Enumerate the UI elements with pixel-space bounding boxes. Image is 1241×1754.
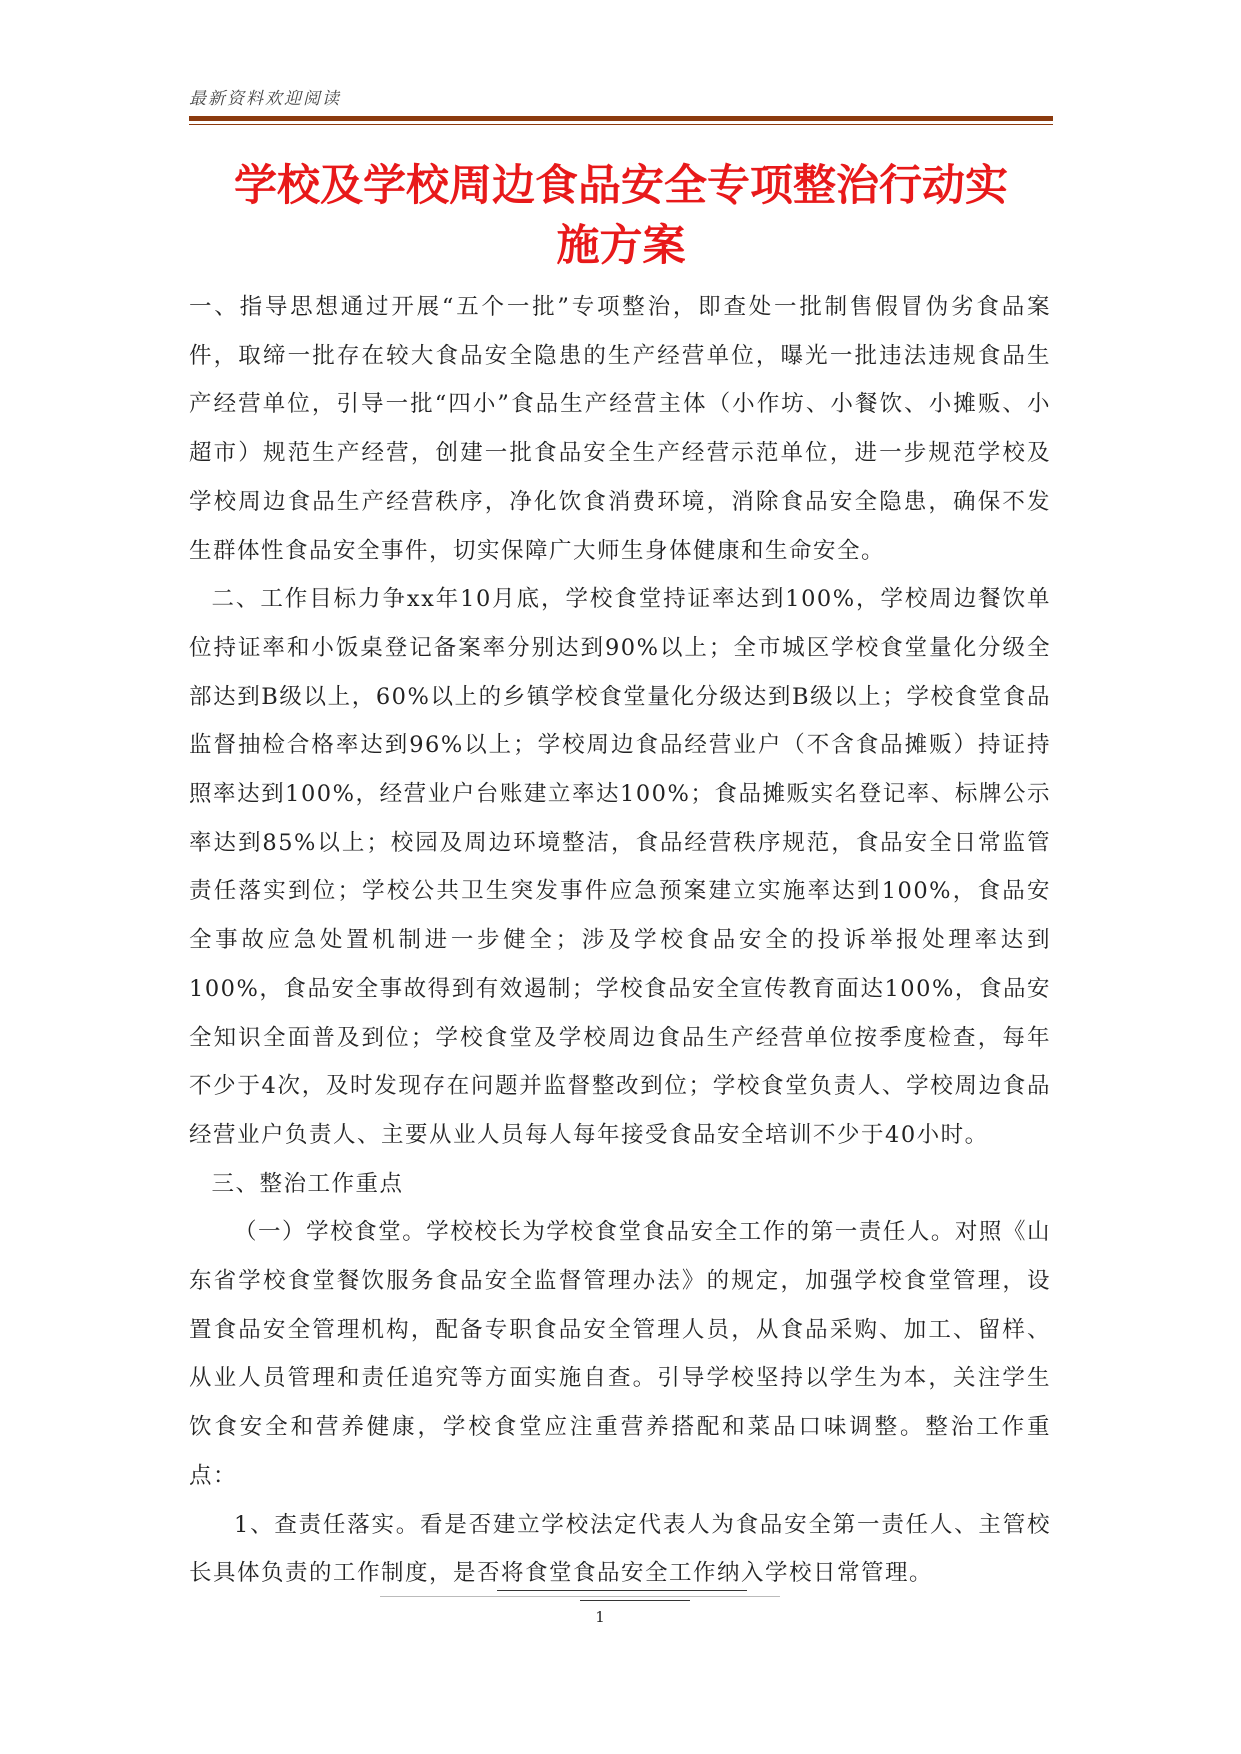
title-line-1: 学校及学校周边食品安全专项整治行动实	[234, 161, 1008, 211]
paragraph-work-goals: 二、工作目标力争xx年10月底，学校食堂持证率达到100%，学校周边餐饮单位持证率和小饭桌登记备案率分别达到90%以上；全市城区学校食堂量化分级全部达到B级以上，60%以上的乡镇学校食堂量化分级达到B级以上；学校食堂食品监督抽检合格率达到96%以上；学校周边食品经营业户（不含食品摊贩）持证持照率达到100%，经营业户台账建立率达100%；食品摊贩实名登记率、标牌公示率达到85%以上；校园及周边环境整洁，食品经营秩序规范，食品安全日常监管责任落实到位；学校公共卫生突发事件应急预案建立实施率达到100%，食品安全事故应急处置机制进一步健全；涉及学校食品安全的投诉举报处理率达到100%，食品安全事故得到有效遏制；学校食品安全宣传教育面达100%，食品安全知识全面普及到位；学校食堂及学校周边食品生产经营单位按季度检查，每年不少于4次，及时发现存在问题并监督整改到位；学校食堂负责人、学校周边食品经营业户负责人、主要从业人员每人每年接受食品安全培训不少于40小时。	[189, 586, 1051, 1148]
paragraph-guiding-ideology: 一、指导思想通过开展“五个一批”专项整治，即查处一批制售假冒伪劣食品案件，取缔一批存在较大食品安全隐患的生产经营单位，曝光一批违法违规食品生产经营单位，引导一批“四小”食品生产经营主体（小作坊、小餐饮、小摊贩、小超市）规范生产经营，创建一批食品安全生产经营示范单位，进一步规范学校及学校周边食品生产经营秩序，净化饮食消费环境，消除食品安全隐患，确保不发生群体性食品安全事件，切实保障广大师生身体健康和生命安全。	[189, 294, 1051, 564]
title-line-2: 施方案	[556, 221, 686, 271]
footer-divider	[380, 1590, 780, 1602]
document-body	[189, 283, 1051, 1598]
page-header	[189, 86, 1053, 125]
header-text: 最新资料欢迎阅读	[189, 89, 341, 109]
section-heading-priorities: 三、整治工作重点	[211, 1170, 404, 1197]
page-number: 1	[595, 1608, 605, 1626]
paragraph-school-canteen: （一）学校食堂。学校校长为学校食堂食品安全工作的第一责任人。对照《山东省学校食堂餐饮服务食品安全监督管理办法》的规定，加强学校食堂管理，设置食品安全管理机构，配备专职食品安全管理人员，从食品采购、加工、留样、从业人员管理和责任追究等方面实施自查。引导学校坚持以学生为本，关注学生饮食安全和营养健康，学校食堂应注重营养搭配和菜品口味调整。整治工作重点：	[189, 1219, 1051, 1489]
header-rule-thin	[189, 124, 1053, 125]
document-title	[189, 156, 1053, 276]
paragraph-responsibility-check: 1、查责任落实。看是否建立学校法定代表人为食品安全第一责任人、主管校长具体负责的工作制度，是否将食堂食品安全工作纳入学校日常管理。	[189, 1511, 1051, 1587]
